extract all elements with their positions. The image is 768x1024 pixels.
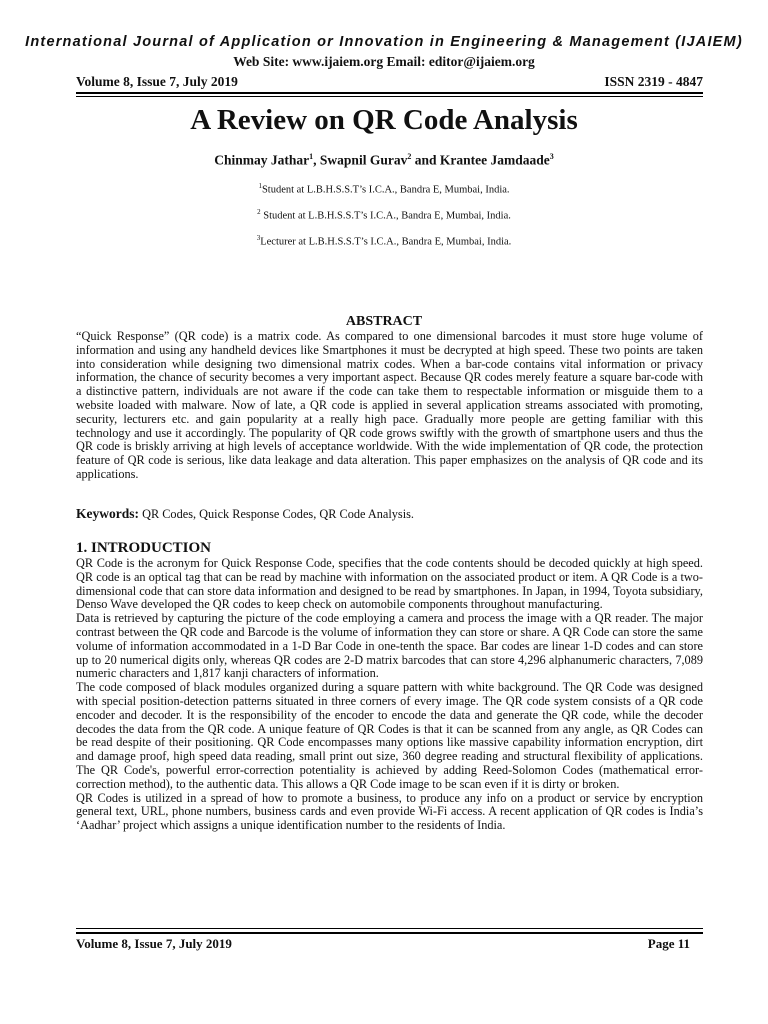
paragraph: Data is retrieved by capturing the picture of the code employing a camera and process the image with a QR reader. The major contrast between the QR code and Barcode is the volume of information they can store or share. A QR Code can store the same volume of information accommodated in a 1-D Bar Code in one-tenth the space. Bar codes are linear 1-D codes and can store up to 20 numerical digits only, whereas QR codes are 2-D matrix barcodes that can store 4,296 alphanumeric characters, 7,089 numeric characters and 1,817 kanji characters of information. <box>76 611 703 681</box>
introduction-body <box>76 557 703 833</box>
author-name: Swapnil Gurav <box>319 152 408 168</box>
affiliation-text: Student at L.B.H.S.S.T’s I.C.A., Bandra E, Mumbai, India. <box>260 210 511 222</box>
journal-website: Web Site: www.ijaiem.org Email: editor@ijaiem.org <box>233 54 535 69</box>
affiliation <box>0 182 768 196</box>
footer-rule <box>76 932 703 934</box>
abstract-text: “Quick Response” (QR code) is a matrix code. As compared to one dimensional barcodes it must store huge volume of information and using any handheld devices like Smartphones it must be decrypted at high speed. These two points are taken into consideration while designing two dimensional matrix codes. When a bar-code contains vital information or privacy information, the chance of security becomes a very important aspect. Because QR codes merely feature a square bar-code with a distinctive pattern, individuals are not aware if the code can take them to respectable information or misguide them to a website loaded with malware. Now of late, a QR code is applied in several application streams associated with promoting, security, lecturers etc. and gain popularity at a really high pace. Gradually more people are getting familiar with this technology and use it accordingly. The popularity of QR code grows swiftly with the growth of smartphone users and thus the QR code is briskly arriving at high levels of acceptance worldwide. With the wide implementation of QR code, the protection feature of QR code is serious, like data leakage and data alteration. This paper emphasizes on the analysis of QR code and its applications. <box>76 329 703 481</box>
author-affil-mark: 2 <box>407 152 412 161</box>
header-volume: Volume 8, Issue 7, July 2019 <box>76 74 238 89</box>
header-rule <box>76 92 703 94</box>
keywords-label: Keywords: <box>76 506 139 521</box>
author-name: Krantee Jamdaade <box>439 152 550 168</box>
keywords-line <box>76 506 703 522</box>
author-affil-mark: 1 <box>309 152 314 161</box>
paragraph: QR Codes is utilized in a spread of how to promote a business, to produce any info on a product or service by encryption general text, URL, phone numbers, business cards and even provide Wi-Fi access. A recent application of QR codes is India’s ‘Aadhar’ project which assigns a unique identification number to the residents of India. <box>76 790 703 833</box>
affiliation-text: Lecturer at L.B.H.S.S.T’s I.C.A., Bandra E, Mumbai, India. <box>260 236 512 248</box>
paragraph: The code composed of black modules organized during a square pattern with white background. The QR Code was designed with special position-detection patterns situated in three corners of every image. The QR code system consists of a QR code encoder and decoder. It is the responsibility of the encoder to encode the data and generate the QR code, while the decoder decodes the data from the QR code. A unique feature of QR Codes is that it can be scanned from any angle, as QR Codes can be read despite of their positioning. QR Code encompasses many options like massive capability information encryption, dirt and damage proof, high speed data reading, small print out size, 360 degree reading and structural flexibility of applications. The QR Code's, powerful error-correction potentiality is achieved by adding Reed-Solomon Codes (mathematical error-correction method), to the authentic data. This allows a QR Code image to be scan even if it is dirty or broken. <box>76 680 703 791</box>
header-rule-thin <box>76 96 703 97</box>
author-separator: , <box>313 152 320 168</box>
section-heading-introduction: 1. INTRODUCTION <box>76 540 212 556</box>
affiliation-text: Student at L.B.H.S.S.T’s I.C.A., Bandra E, Mumbai, India. <box>261 184 510 196</box>
author-name: Chinmay Jathar <box>214 152 310 168</box>
page-number: Page 11 <box>647 936 690 951</box>
author-affil-mark: 3 <box>549 152 554 161</box>
keywords-text: QR Codes, Quick Response Codes, QR Code Analysis. <box>139 507 414 521</box>
affiliation <box>0 208 768 222</box>
paragraph: QR Code is the acronym for Quick Response Code, specifies that the code contents should be decoded quickly at high speed. QR code is an optical tag that can be read by machine with information on the associated product or item. A QR Code is a two-dimensional code that can store data information and designed to be read by smartphones. In Japan, in 1994, Toyota subsidiary, Denso Wave developed the QR codes to keep check on automobile components throughout manufacturing. <box>76 556 703 612</box>
header-issn: ISSN 2319 - 4847 <box>604 74 703 89</box>
paper-title: A Review on QR Code Analysis <box>190 104 578 136</box>
journal-title: International Journal of Application or Innovation in Engineering & Management (IJAIEM) <box>25 34 743 50</box>
affiliation-mark: 3 <box>256 234 261 242</box>
author-list <box>0 152 768 169</box>
author-separator: and <box>411 152 440 168</box>
footer-volume: Volume 8, Issue 7, July 2019 <box>76 936 232 951</box>
affiliation <box>0 234 768 248</box>
footer-rule-thin <box>76 928 703 929</box>
affiliation-mark: 1 <box>258 182 262 190</box>
abstract-heading: ABSTRACT <box>345 314 423 329</box>
affiliation-mark: 2 <box>257 208 261 216</box>
